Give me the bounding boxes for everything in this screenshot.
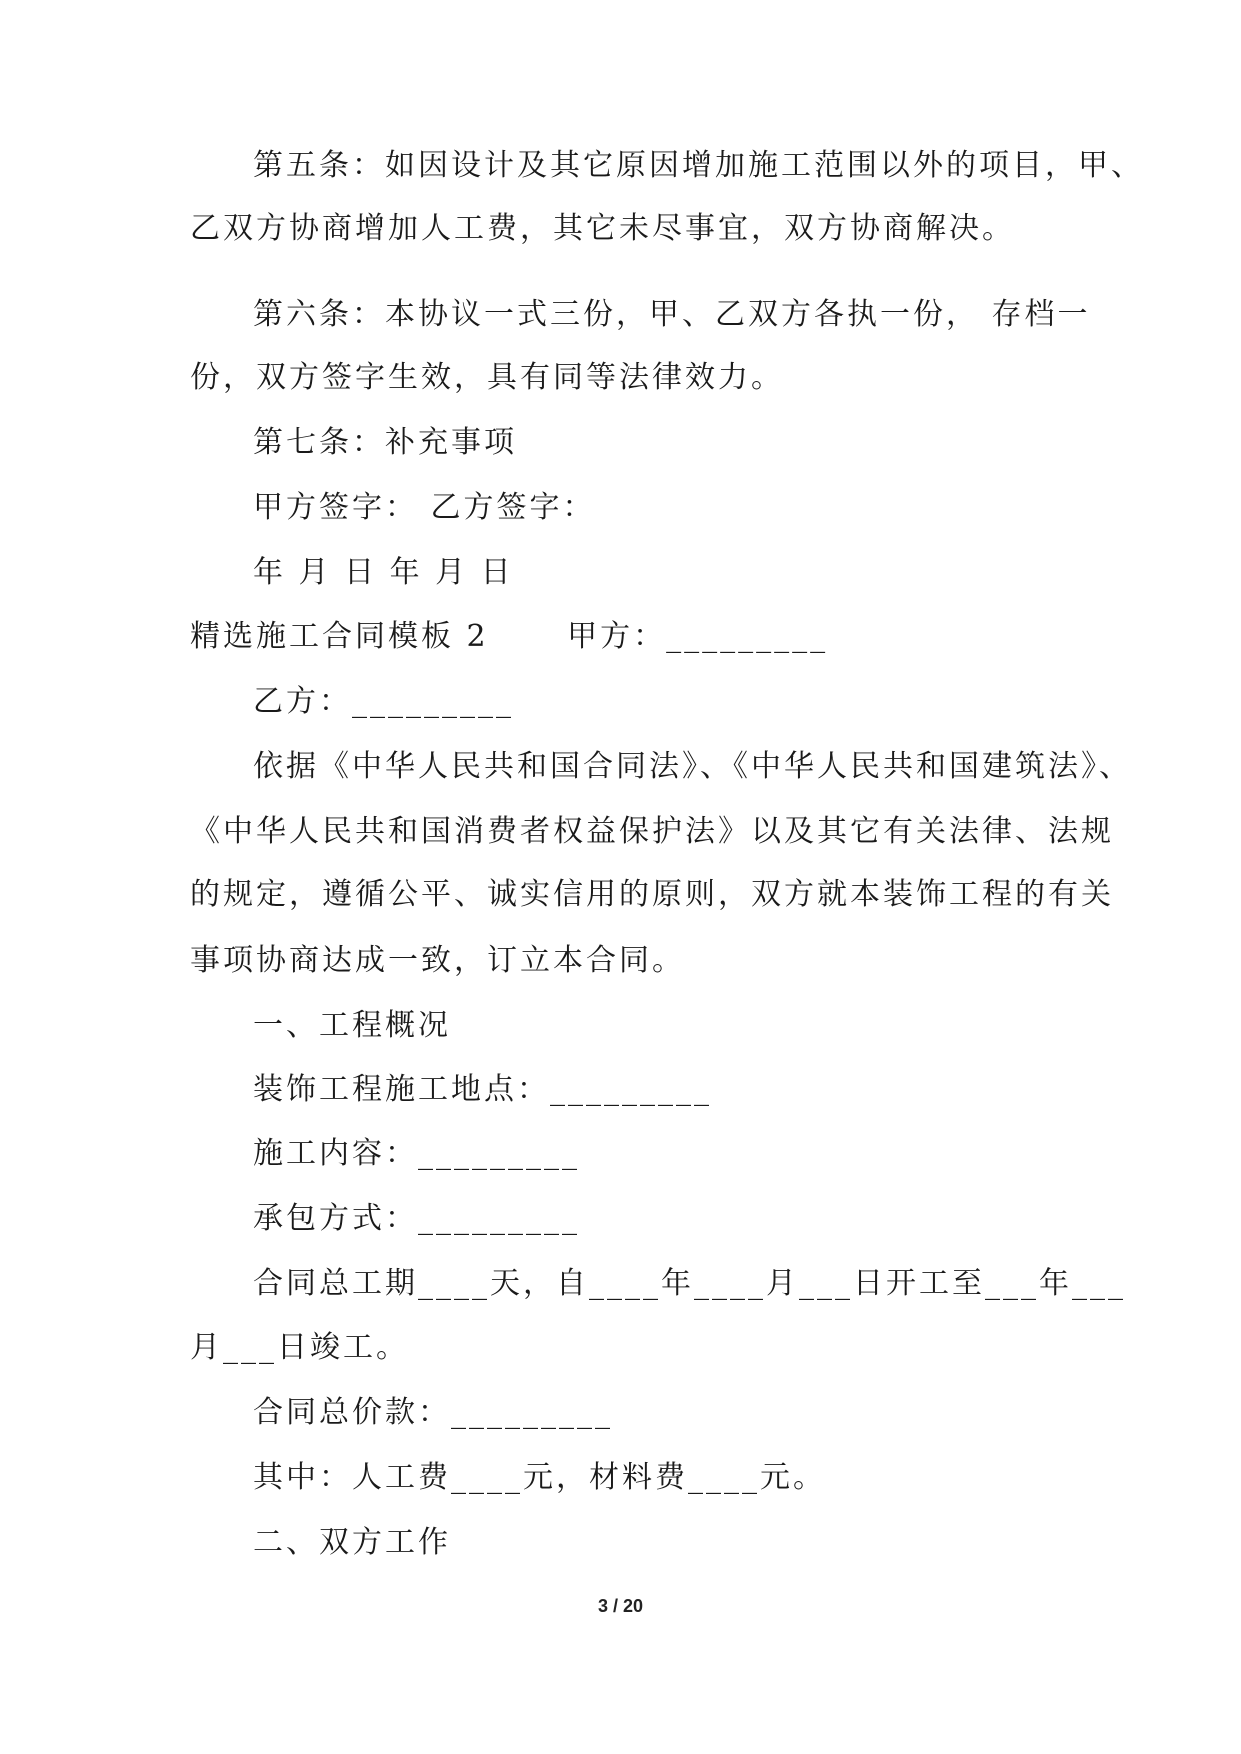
party-b-line: 乙方：_________ [253,684,514,719]
date-line: 年 月 日 年 月 日 [253,555,514,590]
contract-period-line-1: 合同总工期____天，自____年____月___日开工至___年___ [253,1266,1126,1301]
cost-breakdown-line: 其中：人工费____元，材料费____元。 [253,1460,826,1495]
template-2-heading: 精选施工合同模板 2 甲方：_________ [190,619,829,654]
construction-site-line: 装饰工程施工地点：_________ [253,1072,712,1107]
section-2-heading: 二、双方工作 [253,1525,451,1560]
contract-method-line: 承包方式：_________ [253,1201,580,1236]
clause-7: 第七条：补充事项 [253,425,517,460]
contract-period-line-2: 月___日竣工。 [190,1330,409,1365]
preamble-line-2: 《中华人民共和国消费者权益保护法》以及其它有关法律、法规 [190,814,1114,849]
clause-6-line-2: 份，双方签字生效，具有同等法律效力。 [190,360,784,395]
construction-content-line: 施工内容：_________ [253,1136,580,1171]
preamble-line-3: 的规定，遵循公平、诚实信用的原则，双方就本装饰工程的有关 [190,877,1114,912]
clause-5-line-2: 乙双方协商增加人工费，其它未尽事宜，双方协商解决。 [190,211,1015,246]
section-1-heading: 一、工程概况 [253,1008,451,1043]
preamble-line-1: 依据《中华人民共和国合同法》、《中华人民共和国建筑法》、 [253,749,1132,784]
contract-price-line: 合同总价款：_________ [253,1395,613,1430]
preamble-line-4: 事项协商达成一致，订立本合同。 [190,943,685,978]
page-number: 3 / 20 [597,1596,644,1616]
clause-5-line-1: 第五条：如因设计及其它原因增加施工范围以外的项目，甲、 [253,148,1144,183]
clause-6-line-1: 第六条：本协议一式三份，甲、乙双方各执一份， 存档一 [253,297,1091,332]
signature-line: 甲方签字： 乙方签字： [253,490,596,525]
